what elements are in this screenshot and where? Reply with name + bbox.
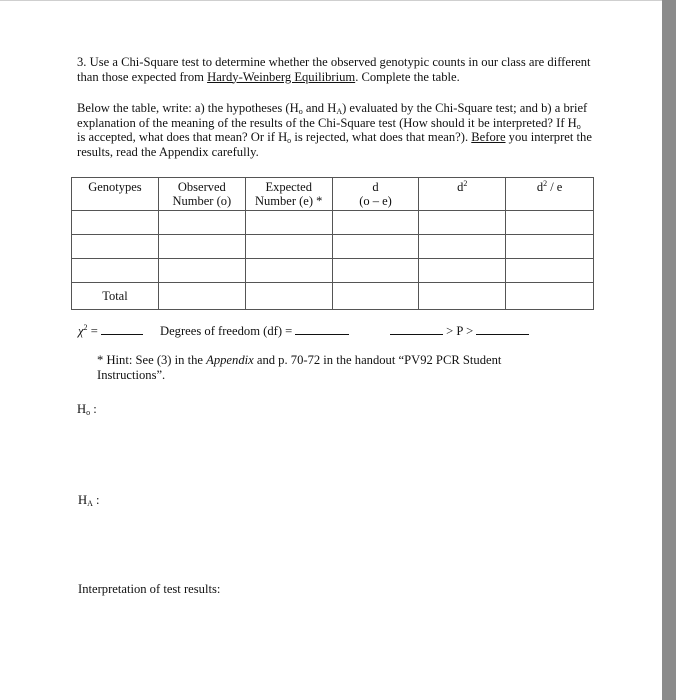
cell-d2e-3[interactable] <box>506 259 594 283</box>
p-upper-blank[interactable] <box>476 323 529 335</box>
cell-d2e-2[interactable] <box>506 235 594 259</box>
instr-text-6: you interpret the results, read the Appendix carefully. <box>77 130 592 159</box>
degrees-of-freedom-line <box>160 323 349 338</box>
null-hypothesis-label: $H_o$ : <box>77 402 97 417</box>
header-genotypes: Genotypes <box>72 178 159 211</box>
instr-text-3: ) evaluated by the Chi-Square test; and b) a brief explanation of the meaning of the results of the Chi-Square test (How should it be interpreted? If H <box>77 101 588 130</box>
chi-square-blank[interactable] <box>101 323 143 335</box>
chi-square-value-line <box>78 323 143 338</box>
header-d: d (o – e) <box>332 178 419 211</box>
instr-text-1: Below the table, write: a) the hypotheses (H <box>77 101 299 115</box>
instr-text-4: is accepted, what does that mean? Or if H <box>77 130 288 144</box>
right-scrollbar-strip <box>662 0 676 700</box>
instr-sub-o-3: o <box>287 136 292 145</box>
table-header-row <box>72 178 594 211</box>
interpretation-label: Interpretation of test results: <box>78 582 221 596</box>
total-label: Total <box>72 283 159 310</box>
cell-d2-total[interactable] <box>419 283 506 310</box>
p-label: > P > <box>443 324 477 338</box>
cell-genotype-2[interactable] <box>72 235 159 259</box>
cell-genotype-3[interactable] <box>72 259 159 283</box>
cell-d2-3[interactable] <box>419 259 506 283</box>
table-row <box>72 235 594 259</box>
dof-blank[interactable] <box>295 323 349 335</box>
hint-pre: * Hint: See (3) in the <box>97 353 207 367</box>
instr-sub-a: A <box>336 107 343 116</box>
cell-expected-total[interactable] <box>245 283 332 310</box>
cell-observed-3[interactable] <box>158 259 245 283</box>
p-value-range-line <box>390 323 529 338</box>
header-d-squared: $d^2$ <box>419 178 506 211</box>
header-d-squared-over-e: $d^2$ / e <box>506 178 594 211</box>
cell-observed-2[interactable] <box>158 235 245 259</box>
hint-post: and p. 70-72 in the handout “PV92 PCR Student Instructions”. <box>97 353 502 382</box>
question-text-2: . Complete the table. <box>355 69 460 84</box>
cell-d2e-1[interactable] <box>506 211 594 235</box>
cell-d-total[interactable] <box>332 283 419 310</box>
cell-observed-1[interactable] <box>158 211 245 235</box>
dof-label: Degrees of freedom (df) = <box>160 324 296 338</box>
chi-sup: 2 <box>83 323 88 332</box>
top-border <box>0 0 662 1</box>
instr-sub-o: o <box>298 107 303 116</box>
cell-d2-2[interactable] <box>419 235 506 259</box>
cell-expected-3[interactable] <box>245 259 332 283</box>
hardy-weinberg-text: Hardy-Weinberg Equilibrium <box>207 69 356 84</box>
alternative-hypothesis-label: $H_A$ : <box>78 493 100 508</box>
hint-text <box>97 353 537 382</box>
instr-sub-o-2: o <box>576 121 581 131</box>
table-row <box>72 211 594 235</box>
cell-observed-total[interactable] <box>158 283 245 310</box>
cell-expected-2[interactable] <box>245 235 332 259</box>
cell-d-3[interactable] <box>332 259 419 283</box>
question-text-1: Use a Chi-Square test to determine whether the observed genotypic counts in our class are different than those expected from <box>77 55 591 84</box>
cell-d-1[interactable] <box>332 211 419 235</box>
cell-d2e-total[interactable] <box>506 283 594 310</box>
cell-d2-1[interactable] <box>419 211 506 235</box>
question-3 <box>77 55 592 84</box>
cell-genotype-1[interactable] <box>72 211 159 235</box>
cell-d-2[interactable] <box>332 235 419 259</box>
instr-before: Before <box>471 130 506 144</box>
table-total-row <box>72 283 594 310</box>
instr-text-2: and H <box>302 101 337 115</box>
header-expected: Expected Number (e) * <box>245 178 332 211</box>
chi-symbol: χ <box>78 324 84 338</box>
question-number: 3. <box>77 55 87 69</box>
chi-square-table <box>71 177 594 310</box>
instr-text-5: is rejected, what does that mean?). <box>291 130 472 144</box>
cell-expected-1[interactable] <box>245 211 332 235</box>
p-lower-blank[interactable] <box>390 323 443 335</box>
header-observed: Observed Number (o) <box>158 178 245 211</box>
instructions-paragraph <box>77 101 592 159</box>
table-row <box>72 259 594 283</box>
hint-appendix: Appendix <box>206 353 254 367</box>
chi-eq: = <box>87 324 101 338</box>
